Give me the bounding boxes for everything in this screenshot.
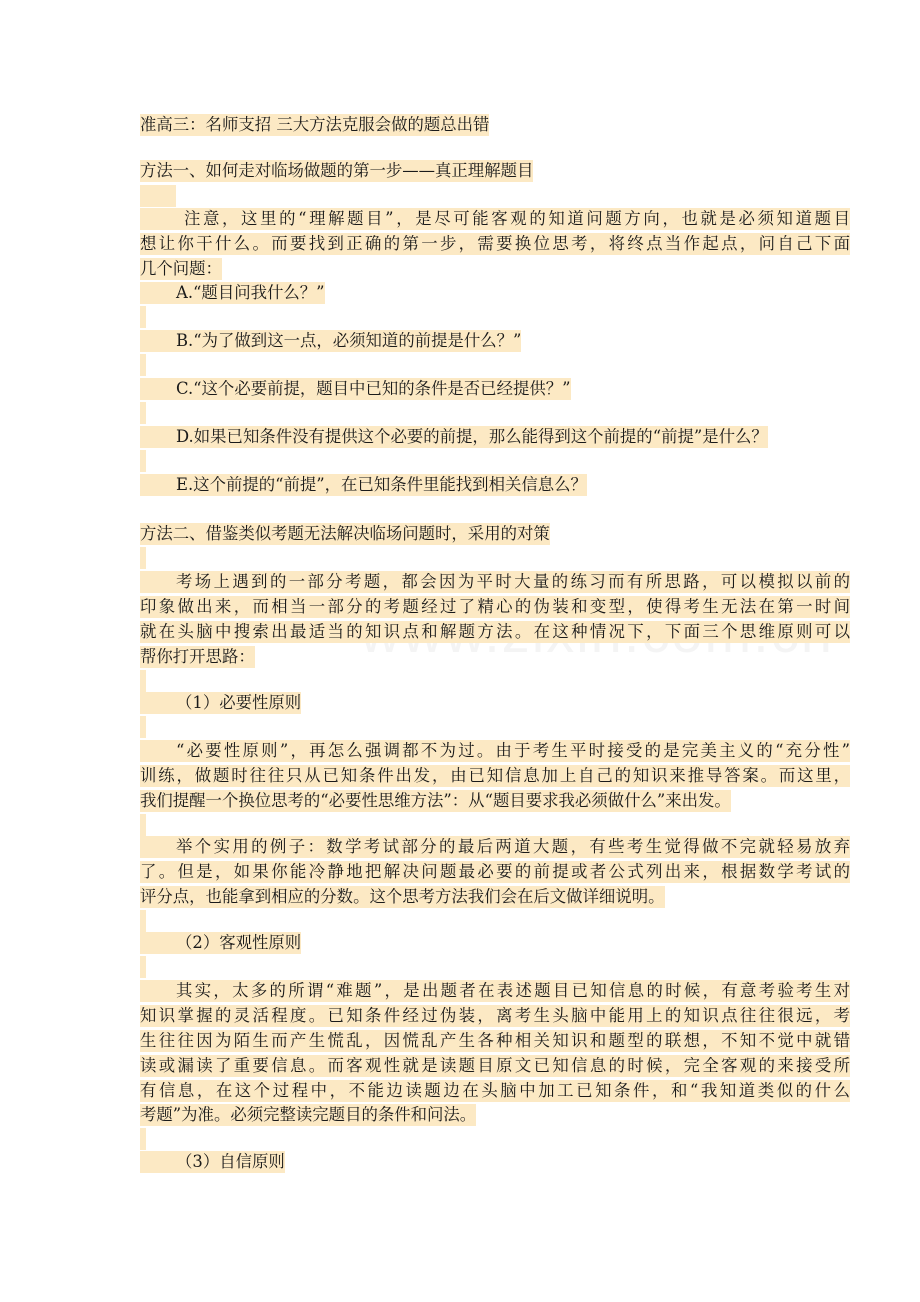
- principle1-p2-line1: 举个实用的例子：数学考试部分的最后两道大题，有些考生觉得做不完就轻易放弃: [140, 836, 850, 858]
- question-d: D.如果已知条件没有提供这个必要的前提，那么能得到这个前提的“前提”是什么？: [140, 426, 768, 448]
- principle2-p-line5: 有信息，在这个过程中，不能边读题边在头脑中加工已知条件，和“我知道类似的什么: [140, 1081, 850, 1100]
- principle2-p-line6: 考题”为准。必须完整读完题目的条件和问法。: [140, 1105, 477, 1124]
- principle2-p-line2: 知识掌握的灵活程度。已知条件经过伪装，离考生头脑中能用上的知识点往往很远，考: [140, 1006, 850, 1025]
- method2-heading: 方法二、借鉴类似考题无法解决临场问题时，采用的对策: [140, 524, 550, 543]
- principle1-p2-line2: 了。但是，如果你能冷静地把解决问题最必要的前提或者公式列出来，根据数学考试的: [140, 862, 850, 881]
- question-a: A.“题目问我什么？”: [140, 282, 325, 304]
- method1-heading: 方法一、如何走对临场做题的第一步——真正理解题目: [140, 161, 534, 180]
- blank-line: [140, 354, 146, 376]
- method1-intro-line2: 想让你干什么。而要找到正确的第一步，需要换位思考，将终点当作起点，问自己下面: [140, 234, 850, 253]
- blank-line: [140, 402, 146, 424]
- principle1-heading: （1）必要性原则: [140, 692, 301, 714]
- method2-p1-line2: 印象做出来，而相当一部分的考题经过了精心的伪装和变型，使得考生无法在第一时间: [140, 597, 850, 616]
- question-c: C.“这个必要前提，题目中已知的条件是否已经提供？”: [140, 378, 571, 400]
- blank-line: [140, 956, 146, 978]
- blank-line: [140, 1128, 146, 1150]
- question-e: E.这个前提的“前提”，在已知条件里能找到相关信息么？: [140, 474, 587, 496]
- method2-p1-line3: 就在头脑中搜索出最适当的知识点和解题方法。在这种情况下，下面三个思维原则可以: [140, 622, 850, 641]
- method2-p1-line1: 考场上遇到的一部分考题，都会因为平时大量的练习而有所思路，可以模拟以前的: [140, 571, 850, 593]
- method2-p1-line4: 帮你打开思路：: [140, 647, 255, 666]
- principle3-heading: （3）自信原则: [140, 1151, 285, 1173]
- blank-line: [140, 670, 146, 692]
- blank-line: [140, 450, 146, 472]
- principle2-p-line3: 生往往因为陌生而产生慌乱，因慌乱产生各种相关知识和题型的联想，不知不觉中就错: [140, 1031, 850, 1050]
- blank-line: [140, 547, 146, 569]
- principle2-p-line4: 读或漏读了重要信息。而客观性就是读题目原文已知信息的时候，完全客观的来接受所: [140, 1056, 850, 1075]
- blank-line: [140, 814, 146, 836]
- method1-intro-line3: 几个问题：: [140, 259, 222, 278]
- blank-line: [140, 910, 146, 932]
- principle1-p2-line3: 评分点，也能拿到相应的分数。这个思考方法我们会在后文做详细说明。: [140, 887, 665, 906]
- document-title: 准高三：名师支招 三大方法克服会做的题总出错: [140, 115, 490, 134]
- blank-line: [140, 306, 146, 328]
- principle2-heading: （2）客观性原则: [140, 932, 301, 954]
- principle1-p1-line2: 训练，做题时往往只从已知条件出发，由已知信息加上自己的知识来推导答案。而这里，: [140, 766, 850, 785]
- question-b: B.“为了做到这一点，必须知道的前提是什么？”: [140, 330, 521, 352]
- blank-line: [140, 185, 176, 207]
- principle1-p1-line1: “必要性原则”，再怎么强调都不为过。由于考生平时接受的是完美主义的“充分性”: [140, 740, 850, 762]
- blank-line: [140, 716, 146, 738]
- method1-intro-line1: 注意，这里的“理解题目”，是尽可能客观的知道问题方向，也就是必须知道题目: [140, 208, 850, 230]
- principle1-p1-line3: 我们提醒一个换位思考的“必要性思维方法”：从“题目要求我必须做什么”来出发。: [140, 791, 731, 810]
- principle2-p-line1: 其实，太多的所谓“难题”，是出题者在表述题目已知信息的时候，有意考验考生对: [140, 980, 850, 1002]
